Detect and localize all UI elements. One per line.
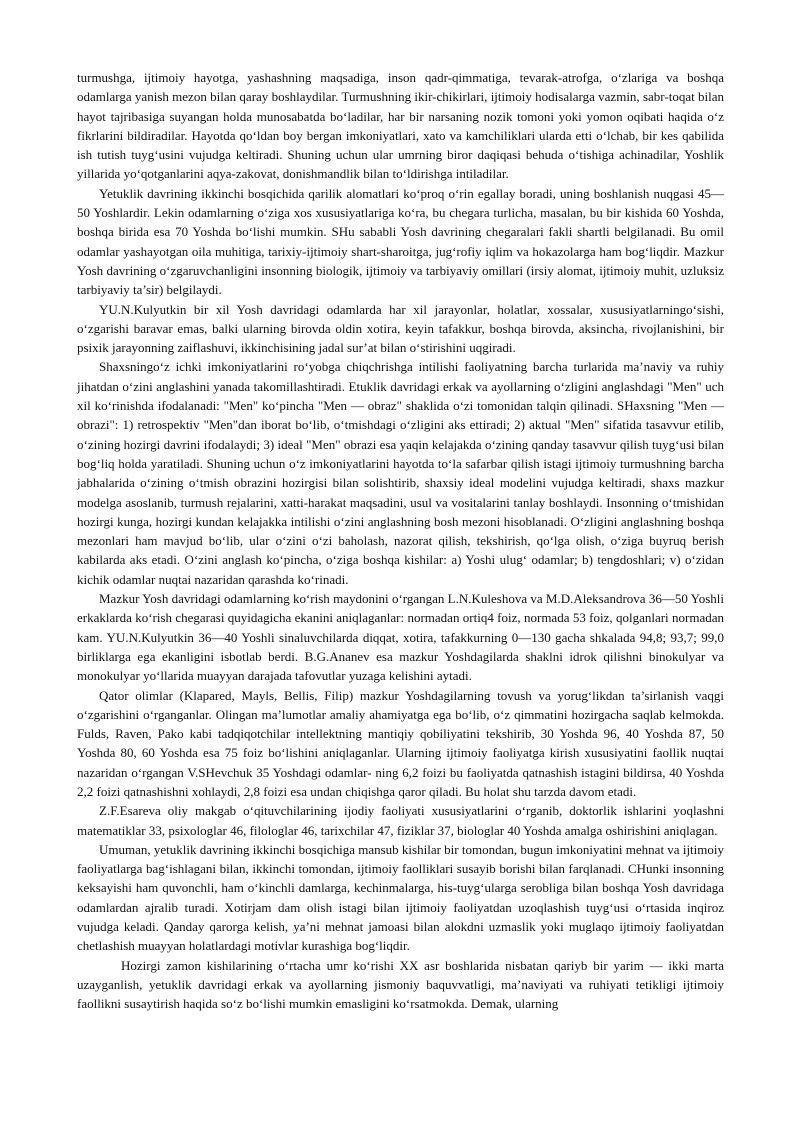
paragraph-continuation: turmushga, ijtimoiy hayotga, yashashning maqsadiga, inson qadr-qimmatiga, tevarak-atrofga, o‘zlariga va boshqa odamlarga yanish mezon bilan qaray boshlaydilar. Turmushning ikir-chikirlari, ijtimoiy hodisalarga vazmin, sabr-toqat bilan hayot tajribasiga suyangan holda munosabatda bo‘ladilar, har bir narsaning nozik tomoni yoki yomon oqibati haqida o‘z fikrlarini bildiradilar. Hayotda qo‘ldan boy bergan imkoniyatlari, xato va kamchiliklari ularda etti o‘lchab, bir kes qabilida ish tutish tuyg‘usini vujudga keltiradi. Shuning uchun ular umrning biror daqiqasi behuda o‘tishiga achinadilar, Yoshlik yillarida yo‘qotganlarini aqya-zakovat, donishmandlik bilan to‘ldirishga intiladilar. [77,70,724,182]
paragraph-kulyutkin: YU.N.Kulyutkin bir xil Yosh davridagi odamlarda har xil jarayonlar, holatlar, xossalar, xususiyatlarningo‘sishi, o‘zgarishi baravar emas, balki ularning birovda oldin xotira, keyin tafakkur, boshqa birovda, aksincha, rivojlanishini, bir psixik jarayonning zaiflashuvi, ikkinchisining jadal sur’at bilan o‘stirishini uqgiradi. [77,301,724,356]
paragraph-self-image: Shaxsningo‘z ichki imkoniyatlarini ro‘yobga chiqchrishga intilishi faoliyatning barcha turlarida ma’naviy va ruhiy jihatdan o‘zini anglashini yanada takomillashtiradi. Etuklik davridagi erkak va ayollarning o‘zligini anglashdagi "Men" uch xil ko‘rinishda ifodalanadi: "Men" ko‘pincha "Men — obraz" shaklida o‘zi tomonidan talqin qilinadi. SHaxsning "Men — obrazi": 1) retrospektiv "Men"dan iborat bo‘lib, o‘tmishdagi o‘zligini aks ettiradi; 2) aktual "Men" sifatida tasavvur etilib, o‘zining hozirgi davrini ifodalaydi; 3) ideal "Men" obrazi esa yaqin kelajakda o‘zining qanday tasavvur qilish tuyg‘usi bilan bog‘liq holda yaratiladi. Shuning uchun o‘z imkoniyatlarini hayotda to‘la safarbar qilish istagi ijtimoiy turmushning barcha jabhalarida o‘zining o‘tmish obrazini hozirgisi bilan solishtirib, shaxsiy ideal modelini vujudga keltiradi, shaxs mazkur modelga asoslanib, turmush rejalarini, xatti-harakat maqsadini, usul va vositalarini tanlay boshlaydi. Insonning o‘tmishidan hozirgi kunga, hozirgi kundan kelajakka intilishi o‘zini anglashning bosh mezoni hisoblanadi. O‘zligini anglashning boshqa mezonlari ham mavjud bo‘lib, ular o‘zini o‘zi baholash, nazorat qilish, tekshirish, qo‘lga olish, o‘ziga buyruq berish kabilarda aks etadi. O‘zini anglash ko‘pincha, o‘ziga boshqa kishilar: a) Yoshi ulug‘ odamlar; b) tengdoshlari; v) o‘zidan kichik odamlar nuqtai nazaridan qarashda ko‘rinadi. [77,359,724,587]
paragraph-summary: Umuman, yetuklik davrining ikkinchi bosqichiga mansub kishilar bir tomondan, bugun imkoniyatini mehnat va ijtimoiy faoliyatlarga bag‘ishlagani bilan, ikkinchi tomondan, ijtimoiy faolliklari susayib borishi bilan farqlanadi. CHunki insonning keksayishi ham quvonchli, ham o‘kinchli damlarga, kechinmalarga, his-tuyg‘ularga serobliga bilan boshqa Yosh davridaga odamlardan ajralib turadi. Xotirjam dam olish istagi bilan ijtimoiy faoliyatdan uzoqlashish tuyg‘usi o‘rtasida inqiroz vujudga keladi. Qanday qarorga kelish, ya’ni mehnat jamoasi bilan alokdni uzmaslik yoki muglaqo ijtimoiy faoliyatdan chetlashish muayyan holatlardagi motivlar kurashiga bog‘liqdir. [77,841,725,954]
paragraph-vision-study: Mazkur Yosh davridagi odamlarning ko‘rish maydonini o‘rgangan L.N.Kuleshova va M.D.Aleksandrova 36—50 Yoshli erkaklarda ko‘rish chegarasi quyidagicha ekanini aniqlaganlar: normadan ortiq4 foiz, normada 53 foiz, qolganlari normadan kam. YU.N.Kulyutkin 36—40 Yoshli sinaluvchilarda diqqat, xotira, tafakkurning 0—130 gacha shkalada 94,8; 93,7; 99,0 birliklarga ega ekanligini isbotlab berdi. B.G.Ananev esa mazkur Yoshdagilarda shaklni idrok qilishni binokulyar va monokulyar yo‘llarida muayyan darajada tafovutlar yuzaga kelishini aytadi. [77,591,724,684]
paragraph-second-stage: Yetuklik davrining ikkinchi bosqichida qarilik alomatlari ko‘proq o‘rin egallay boradi, uning boshlanish nuqgasi 45—50 Yoshlardir. Lekin odamlarning o‘ziga xos xususiyatlariga ko‘ra, bu chegara turlicha, masalan, bu bir kishida 60 Yoshda, boshqa birida esa 70 Yoshda bo‘lishi mumkin. SHu sababli Yosh davrining chegaralari fakli shartli belgilanadi. Bu omil odamlar yashayotgan oila muhitiga, tarixiy-ijtimoiy shart-sharoitga, jug‘rofiy iqlim va hokazolarga ham bog‘liqdir. Mazkur Yosh davrining o‘zgaruvchanligini insonning biologik, ijtimoiy va tarbiyaviy omillari (irsiy alomat, ijtimoiy muhit, uzluksiz tarbiyaviy ta’sir) belgilaydi. [77,185,724,298]
paragraph-esareva: Z.F.Esareva oliy makgab o‘qituvchilarining ijodiy faoliyati xususiyatlarini o‘rganib, doktorlik ishlarini yoqlashni matematiklar 33, psixologlar 46, filologlar 46, tarixchilar 47, fiziklar 37, biologlar 40 Yoshda amalga oshirishini aniqlagan. [77,803,724,838]
paragraph-researchers: Qator olimlar (Klapared, Mayls, Bellis, Filip) mazkur Yoshdagilarning tovush va yorug‘likdan ta’sirlanish vaqgi o‘zgarishini o‘rganganlar. Olingan ma’lumotlar amaliy ahamiyatga ega bo‘lib, o‘z qimmatini hozirgacha saqlab kelmokda. Fulds, Raven, Pako kabi tadqiqotchilar intellektning mantiqiy qobiliyatini tekshirib, 30 Yoshda 96, 40 Yoshda 87, 50 Yoshda 80, 60 Yoshda esa 75 foiz bo‘lishini aniqlaganlar. Ularning ijtimoiy faoliyatga kirish xususiyatini faollik nuqtai nazaridan o‘rgangan V.SHevchuk 35 Yoshdagi odamlar- ning 6,2 foizi bu faoliyatda qatnashish istagini bildirsa, 40 Yoshda 2,2 foizi qatnashishni xohlaydi, 2,8 foizi esa undan chiqishga qaror qiladi. Bu holat shu tarzda davom etadi. [77,687,724,799]
paragraph-modern-lifespan: Hozirgi zamon kishilarining o‘rtacha umr ko‘rishi XX asr boshlarida nisbatan qariyb bir yarim — ikki marta uzayganlish, yetuklik davridagi erkak va ayollarning jismoniy baquvvatligi, ma’naviyati va ruhiyati tetikligi ijtimoiy faollikni susaytirish haqida so‘z bo‘lishi mumkin emasligini ko‘rsatmokda. Demak, ularning [77,957,724,1012]
